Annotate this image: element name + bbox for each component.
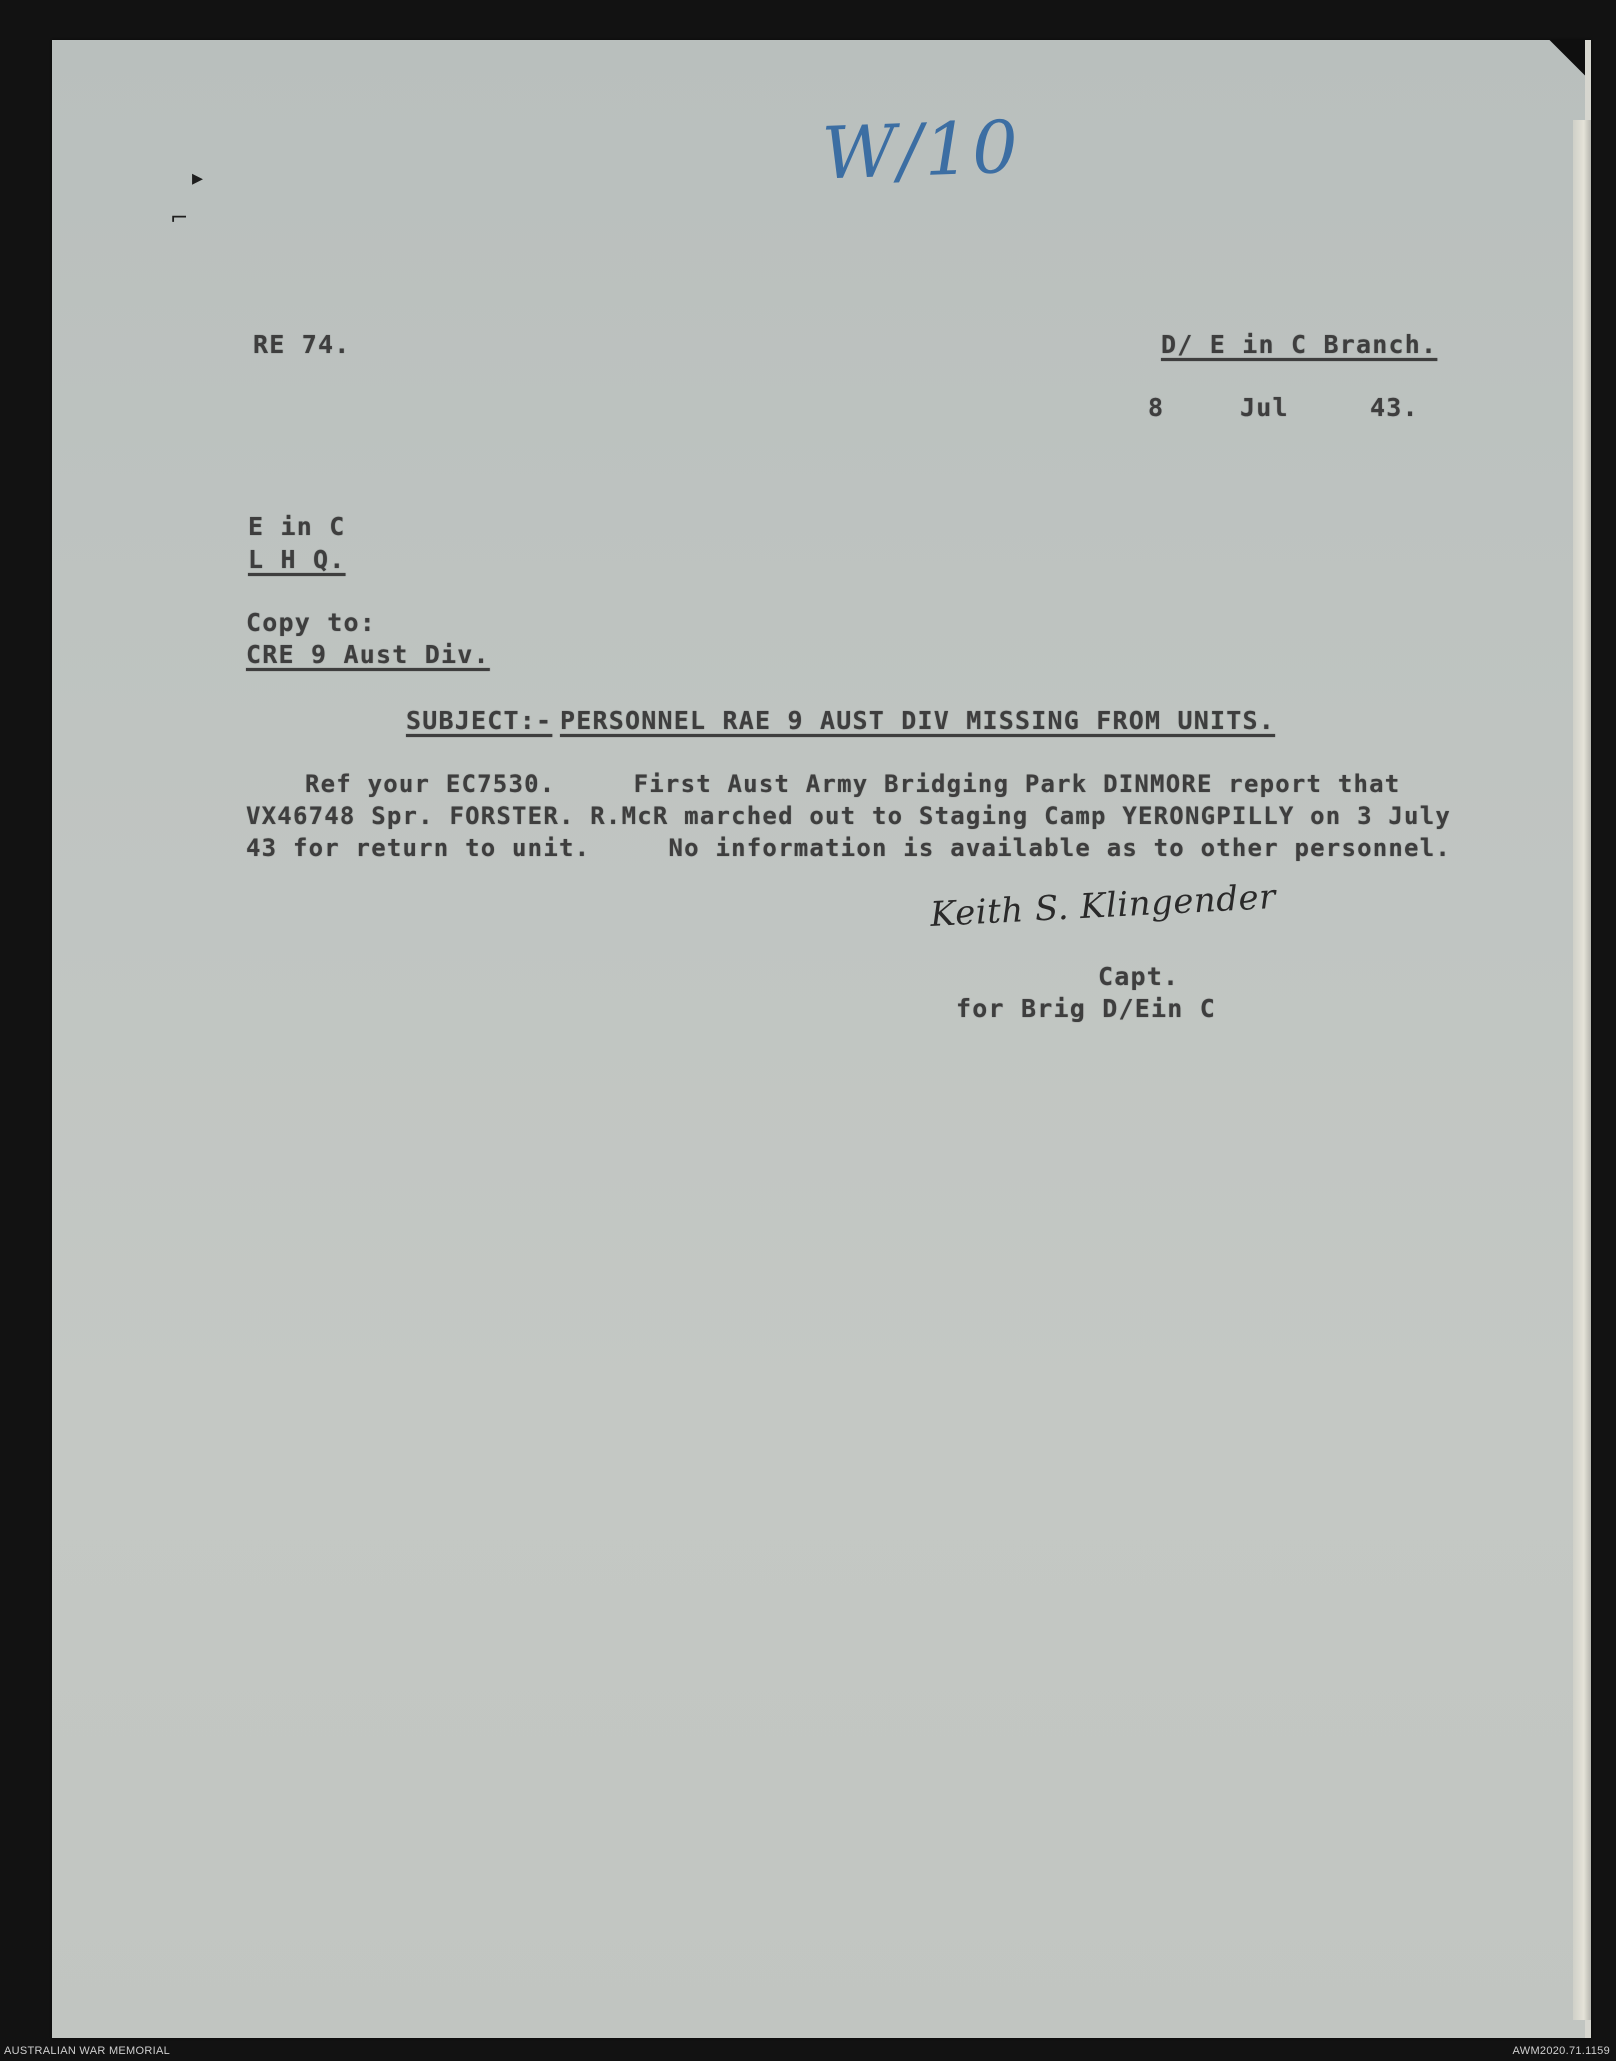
signatory-on-behalf: for Brig D/Ein C: [956, 994, 1217, 1023]
archive-credit: AUSTRALIAN WAR MEMORIAL: [4, 2045, 171, 2057]
addressee-line-1: E in C: [248, 512, 346, 541]
folded-corner: [1545, 40, 1585, 100]
body-line-3: 43 for return to unit. No information is available as to other personnel.: [246, 834, 1451, 862]
subject-text: PERSONNEL RAE 9 AUST DIV MISSING FROM UNITS.: [560, 706, 1276, 735]
copy-to-label: Copy to:: [246, 608, 377, 637]
date-year: 43.: [1370, 393, 1419, 422]
signatory-rank: Capt.: [1098, 962, 1180, 991]
archive-id: AWM2020.71.1159: [1512, 2045, 1610, 2057]
date-day: 8: [1148, 393, 1165, 422]
subject-label: SUBJECT:-: [406, 706, 553, 735]
body-line-1: Ref your EC7530. First Aust Army Bridging Park DINMORE report that: [305, 770, 1401, 798]
punch-mark: ⌐: [170, 206, 189, 231]
handwritten-file-mark: W/10: [820, 104, 1022, 196]
punch-mark: ▸: [192, 166, 204, 191]
addressee-line-2: L H Q.: [248, 545, 346, 574]
date-month: Jul: [1240, 393, 1289, 422]
originating-branch: D/ E in C Branch.: [1161, 330, 1438, 359]
copy-to-recipient: CRE 9 Aust Div.: [246, 640, 490, 669]
paper-edge: [1573, 120, 1591, 2020]
body-line-2: VX46748 Spr. FORSTER. R.McR marched out to Staging Camp YERONGPILLY on 3 July: [246, 802, 1451, 830]
handwritten-signature: Keith S. Klingender: [929, 876, 1277, 936]
reference-number: RE 74.: [253, 330, 351, 359]
